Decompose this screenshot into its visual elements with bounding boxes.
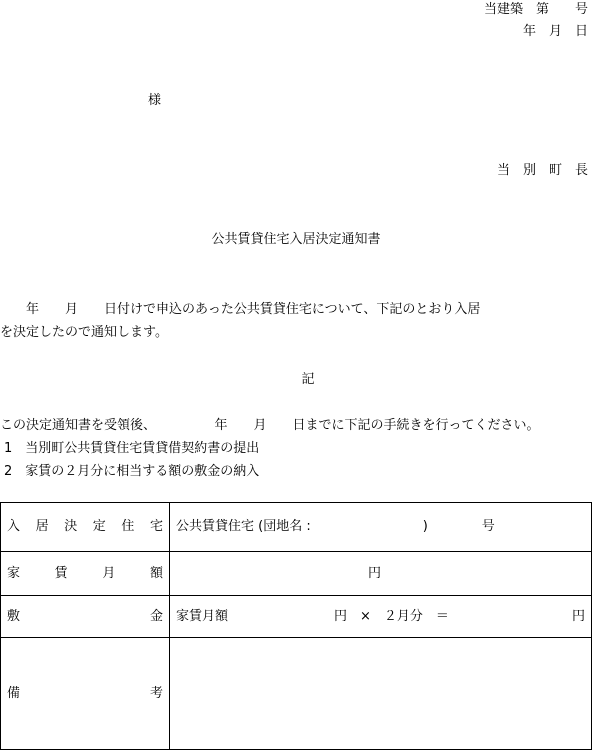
value-residence — [170, 503, 592, 552]
document-title: 公共賃貸住宅入居決定通知書 — [211, 232, 381, 247]
row-deposit — [1, 596, 592, 638]
instruction-item-2: 2 家賃の２月分に相当する額の敷金の納入 — [4, 464, 260, 479]
row-rent — [1, 552, 592, 596]
residence-number-suffix: 号 — [481, 519, 495, 534]
row-residence — [1, 503, 592, 552]
body-line-1: 年 月 日付けで申込のあった公共賃貸住宅について、下記のとおり入居 — [0, 302, 481, 317]
deposit-monthly-rent-label: 家賃月額 — [176, 608, 229, 624]
label-remarks: 備 考 — [1, 638, 170, 750]
document-number: 当建築 第 号 — [483, 2, 588, 17]
value-deposit — [170, 596, 592, 638]
residence-name-label: 公共賃貸住宅 (団地名 : — [176, 519, 311, 534]
instructions-intro: この決定通知書を受領後、 年 月 日までに下記の手続きを行ってください。 — [0, 418, 540, 433]
deposit-formula: 円 × ２月分 ＝ — [334, 608, 449, 624]
residence-close-paren: ) — [422, 519, 428, 534]
value-rent — [170, 552, 592, 596]
details-table — [0, 502, 592, 750]
rent-yen-unit: 円 — [368, 565, 382, 581]
ki-heading: 記 — [301, 372, 315, 387]
row-remarks — [1, 638, 592, 750]
sender-name: 当 別 町 長 — [496, 163, 588, 178]
instruction-item-1: 1 当別町公共賃貸住宅賃貸借契約書の提出 — [4, 441, 260, 456]
issue-date: 年 月 日 — [522, 24, 588, 39]
label-deposit: 敷 金 — [1, 596, 170, 638]
label-residence: 入 居 決 定 住 宅 — [1, 503, 170, 552]
body-line-2: を決定したので通知します。 — [0, 325, 168, 340]
value-remarks — [170, 638, 592, 750]
deposit-yen-unit: 円 — [571, 608, 585, 624]
recipient-honorific: 様 — [148, 93, 162, 108]
label-rent: 家 賃 月 額 — [1, 552, 170, 596]
